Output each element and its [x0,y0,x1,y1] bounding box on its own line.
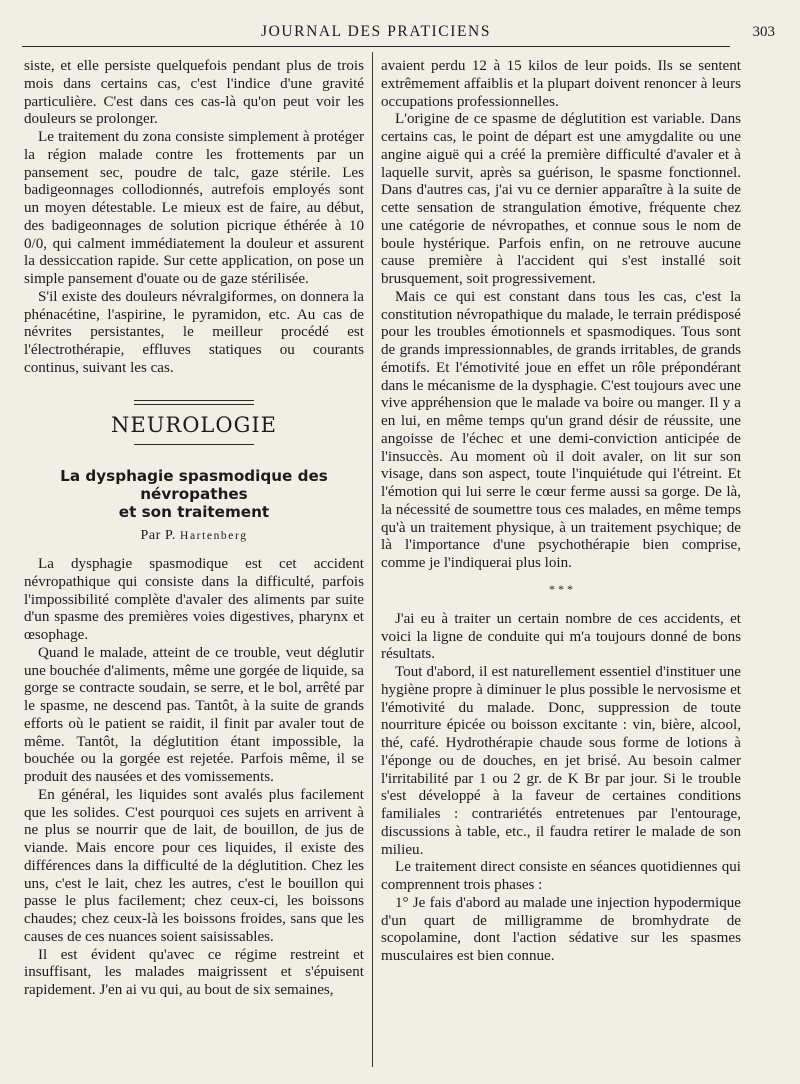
section-rule [134,444,254,445]
author-name: Hartenberg [180,530,248,543]
paragraph: 1° Je fais d'abord au malade une injection hypodermique d'un quart de milligramme de bromhydrate de scopolamine, dont l'action sédative sur les spasmes musculaires est bien connue. [381,894,741,964]
article-title-line: et son traitement [118,503,270,522]
paragraph: Quand le malade, atteint de ce trouble, veut déglutir une bouchée d'aliments, même une gorgée de liquide, sa gorge se contracte soudain, se serre, et le bol, arrêté par le spasme, ne descend pas. Tantôt, à la suite de grands efforts où le patient se raidit, il finit par avaler tout de même. Tantôt, la déglutition étant impossible, la bouchée ou la gorgée est rejetée. Parfois même, il se produit des nausées et des vomissements. [24,644,364,785]
paragraph: Le traitement direct consiste en séances quotidiennes qui comprennent trois phases : [381,859,741,893]
paragraph: avaient perdu 12 à 15 kilos de leur poids. Ils se sentent extrêmement affaiblis et la plupart doivent renoncer à leurs occupations professionnelles. [381,58,741,110]
paragraph: J'ai eu à traiter un certain nombre de ces accidents, et voici la ligne de conduite qui m'a toujours donné de bons résultats. [381,610,741,663]
byline-prefix: Par P. [140,528,181,544]
paragraph: Tout d'abord, il est naturellement essentiel d'instituer une hygiène propre à diminuer le plus possible le nervosisme et l'émotivité du malade. Donc, suppression de toute nourriture épicée ou boisson excitante : vin, bière, alcool, thé, café. Hydrothérapie chaude sous forme de lotions à l'éponge ou de douches, en jet brisé. Au besoin calmer l'irritabilité par 1 ou 2 gr. de K Br par jour. Si le trouble s'est développé à la faveur de certaines conditions familiales : contrariétés entretenues par l'entourage, discussions à table, etc., il faudra retirer le malade de son milieu. [381,664,741,858]
page-number: 303 [752,24,775,40]
section-rule [134,400,254,405]
running-header [22,22,775,47]
article-title-line: La dysphagie spasmodique des névropathes [60,467,328,504]
paragraph: Mais ce qui est constant dans tous les cas, c'est la constitution névropathique du malade, le terrain prédisposé pour les troubles émotionnels et spasmodiques. Tous sont de grands impressionnables, de grands irritables, de grands émotifs. Et l'émotivité joue en effet un rôle prépondérant dans le mécanisme de la dysphagie. C'est toujours avec une vive appréhension que le malade va boire ou manger. Il y a en lui, en même temps qu'un grand désir de réussite, une angoisse de l'échec et une demi-conviction anticipée de l'insuccès. Au moment où il doit avaler, on lit sur son visage, dans son aspect, toute l'inquiétude qui l'étreint. Et l'émotion qui lui serre le cœur ferme aussi sa gorge. De là, la nécessité de soumettre tous ces malades, en même temps qu'à un traitement physique, à un traitement psychique; de là l'importance d'une psychothérapie bien comprise, comme je l'indiquerai plus loin. [381,288,741,571]
section-title: NEUROLOGIE [111,412,277,437]
section-break-asterism: * * * [549,581,573,596]
paragraph: L'origine de ce spasme de déglutition est variable. Dans certains cas, le point de départ est une amygdalite ou une angine aiguë qui a créé la première difficulté d'avaler et à laquelle survit, après sa guérison, le spasme fonctionnel. Dans d'autres cas, j'ai vu ce dernier apparaître à la suite de cette sensation de strangulation émotive, fréquente chez une catégorie de névropathes, et connue sous le nom de boule hystérique. Parfois enfin, on ne retrouve aucune cause première à l'accident qui s'est installé soit brusquement, soit progressivement. [381,111,741,287]
paragraph: La dysphagie spasmodique est cet accident névropathique qui consiste dans la difficulté, parfois l'impossibilité complète d'avaler des aliments par suite d'un spasme des premières voies digestives, pharynx et œsophage. [24,556,364,643]
column-divider [372,52,373,1067]
byline [24,527,364,546]
journal-title: JOURNAL DES PRATICIENS [260,23,492,40]
right-column [381,58,741,966]
paragraph: Le traitement du zona consiste simplement à protéger la région malade contre les frottements par un pansement sec, poudre de talc, gaze stérile. Les badigeonnages collodionnés, autrefois employés sont un moyen détestable. Le mieux est de faire, au début, des badigeonnages de solution picrique éthérée à 10 0/0, qui calment immédiatement la douleur et assurent la dessiccation rapide. Sur cette application, on pose un simple pansement d'ouate ou de gaze stérilisée. [24,129,364,287]
article-title [24,467,364,521]
paragraph: En général, les liquides sont avalés plus facilement que les solides. C'est pourquoi ces sujets en arrivent à ne plus se nourrir que de lait, de bouillon, de jus de viande. Mais encore pour ces liquides, il existe des différences dans la difficulté de la déglutition. Chez les uns, c'est le lait, chez les autres, c'est le bouillon qui passe le plus facilement; chez ceux-ci, les boissons chaudes; chez ceux-là les boissons froides, sans que les causes de ces nuances soient saisissables. [24,786,364,945]
paragraph: Il est évident qu'avec ce régime restreint et insuffisant, les malades maigrissent et s'épuisent rapidement. J'en ai vu qui, au bout de six semaines, [24,946,364,998]
left-column [24,58,364,1000]
paragraph: S'il existe des douleurs névralgiformes, on donnera la phénacétine, l'aspirine, le pyramidon, etc. Au cas de névrites persistantes, le meilleur procédé est l'électrothérapie, effluves statiques ou courants continus, suivant les cas. [24,288,364,376]
paragraph: siste, et elle persiste quelquefois pendant plus de trois mois dans certains cas, c'est l'indice d'une gravité particulière. C'est dans ces cas-là qu'on peut voir les douleurs se prolonger. [24,58,364,128]
